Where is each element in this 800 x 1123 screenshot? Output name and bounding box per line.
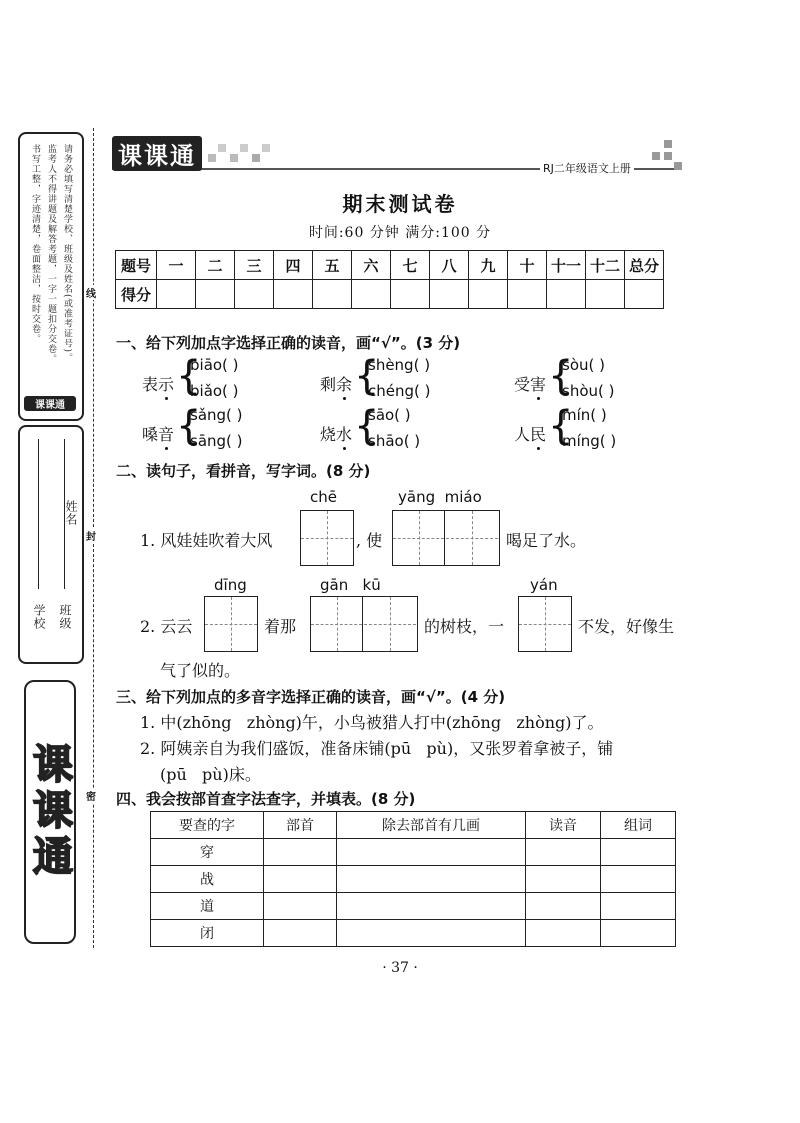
answer-cell[interactable] bbox=[264, 920, 337, 947]
score-header-cell: 一 bbox=[157, 251, 196, 280]
section2-title: 二、读句子，看拼音，写字词。(8 分) bbox=[116, 462, 371, 480]
score-header-cell: 二 bbox=[196, 251, 235, 280]
exam-notes-box bbox=[18, 132, 84, 421]
lookup-header-cell: 组词 bbox=[601, 812, 676, 839]
brace-icon: { bbox=[548, 353, 574, 399]
lookup-row bbox=[151, 920, 676, 947]
sentence-part: 2. 云云 bbox=[140, 617, 193, 636]
answer-cell[interactable] bbox=[337, 839, 526, 866]
lookup-char: 闭 bbox=[151, 920, 264, 947]
answer-cell[interactable] bbox=[526, 920, 601, 947]
sentence-part: , 使 bbox=[356, 531, 383, 550]
pinyin-option[interactable]: shòu( ) bbox=[562, 382, 615, 400]
page-title: 期末测试卷 bbox=[342, 192, 458, 216]
pinyin-option[interactable]: sǎng( ) bbox=[190, 406, 243, 424]
lookup-char: 道 bbox=[151, 893, 264, 920]
lookup-row bbox=[151, 893, 676, 920]
word-item: 烧水 bbox=[320, 422, 352, 445]
question-line: 1. 中(zhōng zhòng)午，小鸟被猎人打中(zhōng zhòng)了。 bbox=[140, 713, 604, 732]
lookup-row bbox=[151, 839, 676, 866]
pinyin-prompt: yán bbox=[530, 576, 558, 594]
lookup-header-cell: 读音 bbox=[526, 812, 601, 839]
cut-char-seal: 封 bbox=[86, 528, 96, 543]
section1-title: 一、给下列加点字选择正确的读音，画“√”。(3 分) bbox=[116, 334, 461, 352]
score-input-cell[interactable] bbox=[352, 280, 391, 309]
word-item: 表示 bbox=[142, 372, 174, 395]
score-input-cell[interactable] bbox=[391, 280, 430, 309]
sentence-part: 着那 bbox=[264, 617, 297, 636]
score-input-cell[interactable] bbox=[313, 280, 352, 309]
writing-grid[interactable] bbox=[204, 596, 258, 652]
pinyin-option[interactable]: mín( ) bbox=[562, 406, 607, 424]
answer-cell[interactable] bbox=[264, 893, 337, 920]
score-table-score-row bbox=[116, 280, 664, 309]
pinyin-option[interactable]: shāo( ) bbox=[368, 432, 421, 450]
name-field[interactable] bbox=[64, 440, 78, 540]
edition-label: RJ二年级语文上册 bbox=[540, 160, 634, 176]
score-header-cell: 九 bbox=[469, 251, 508, 280]
brace-icon: { bbox=[548, 403, 574, 449]
word-item: 剩余 bbox=[320, 372, 352, 395]
radical-lookup-table bbox=[150, 811, 676, 947]
lookup-header-cell: 除去部首有几画 bbox=[337, 812, 526, 839]
word-item: 嗓音 bbox=[142, 422, 174, 445]
score-row-label: 得分 bbox=[116, 280, 157, 309]
brace-icon: { bbox=[176, 403, 202, 449]
sidebar-small-logo: 课课通 bbox=[24, 396, 76, 411]
brace-icon: { bbox=[354, 403, 380, 449]
answer-cell[interactable] bbox=[337, 920, 526, 947]
answer-cell[interactable] bbox=[601, 839, 676, 866]
pinyin-prompt: yāng miáo bbox=[398, 488, 482, 506]
answer-cell[interactable] bbox=[264, 839, 337, 866]
brace-icon: { bbox=[176, 353, 202, 399]
sentence-continuation: 气了似的。 bbox=[160, 661, 241, 680]
pinyin-option[interactable]: sòu( ) bbox=[562, 356, 605, 374]
score-input-cell[interactable] bbox=[235, 280, 274, 309]
answer-cell[interactable] bbox=[601, 920, 676, 947]
score-header-cell: 题号 bbox=[116, 251, 157, 280]
score-input-cell[interactable] bbox=[625, 280, 664, 309]
score-input-cell[interactable] bbox=[274, 280, 313, 309]
lookup-row bbox=[151, 866, 676, 893]
score-table-header-row bbox=[116, 251, 664, 280]
word-item: 受害 bbox=[514, 372, 546, 395]
pinyin-option[interactable]: biǎo( ) bbox=[190, 382, 239, 400]
pinyin-prompt: gān kū bbox=[320, 576, 381, 594]
lookup-char: 战 bbox=[151, 866, 264, 893]
score-header-cell: 八 bbox=[430, 251, 469, 280]
class-label: 班级 bbox=[58, 604, 72, 630]
score-header-cell: 十二 bbox=[586, 251, 625, 280]
school-field[interactable] bbox=[32, 439, 46, 649]
sentence-part: 1. 风娃娃吹着大风 bbox=[140, 531, 273, 550]
exam-note-1: 请务必填写清楚学校、班级及姓名(或准考证号)。 bbox=[62, 144, 72, 364]
answer-cell[interactable] bbox=[526, 893, 601, 920]
answer-cell[interactable] bbox=[526, 839, 601, 866]
pinyin-option[interactable]: míng( ) bbox=[562, 432, 617, 450]
writing-grid[interactable] bbox=[518, 596, 572, 652]
sentence-part: 的树枝，一 bbox=[424, 617, 505, 636]
score-header-cell: 十 bbox=[508, 251, 547, 280]
pinyin-option[interactable]: biāo( ) bbox=[190, 356, 239, 374]
pinyin-option[interactable]: shèng( ) bbox=[368, 356, 431, 374]
writing-grid[interactable] bbox=[310, 596, 418, 652]
cut-char-secret: 密 bbox=[86, 788, 96, 803]
lookup-header-cell: 部首 bbox=[264, 812, 337, 839]
brace-icon: { bbox=[354, 353, 380, 399]
lookup-char: 穿 bbox=[151, 839, 264, 866]
exam-note-3: 书写工整，字迹清楚，卷面整洁，按时交卷。 bbox=[30, 144, 40, 344]
answer-cell[interactable] bbox=[337, 866, 526, 893]
writing-grid[interactable] bbox=[300, 510, 354, 566]
score-input-cell[interactable] bbox=[586, 280, 625, 309]
lookup-header-row bbox=[151, 812, 676, 839]
score-header-cell: 十一 bbox=[547, 251, 586, 280]
school-label: 学校 bbox=[32, 604, 46, 630]
question-line: 2. 阿姨亲自为我们盛饭，准备床铺(pū pù)，又张罗着拿被子，铺 bbox=[140, 739, 614, 758]
score-input-cell[interactable] bbox=[469, 280, 508, 309]
page-number: · 37 · bbox=[382, 960, 418, 976]
header-logo: 课课通 bbox=[112, 136, 202, 170]
score-header-cell: 七 bbox=[391, 251, 430, 280]
cut-char-line: 线 bbox=[86, 285, 96, 300]
writing-grid[interactable] bbox=[392, 510, 500, 566]
exam-info: 时间:60 分钟 满分:100 分 bbox=[308, 225, 492, 241]
score-input-cell[interactable] bbox=[430, 280, 469, 309]
score-header-cell: 五 bbox=[313, 251, 352, 280]
answer-cell[interactable] bbox=[526, 866, 601, 893]
score-header-cell: 四 bbox=[274, 251, 313, 280]
sentence-part: 不发，好像生 bbox=[578, 617, 675, 636]
brand-logo: 课课通 bbox=[24, 680, 76, 944]
answer-cell[interactable] bbox=[264, 866, 337, 893]
lookup-header-cell: 要查的字 bbox=[151, 812, 264, 839]
pinyin-option[interactable]: chéng( ) bbox=[368, 382, 431, 400]
section4-title: 四、我会按部首查字法查字，并填表。(8 分) bbox=[116, 790, 416, 808]
sentence-part: 喝足了水。 bbox=[506, 531, 587, 550]
pinyin-prompt: chē bbox=[310, 488, 337, 506]
pinyin-option[interactable]: sāng( ) bbox=[190, 432, 243, 450]
score-table bbox=[115, 250, 664, 309]
pinyin-prompt: dīng bbox=[214, 576, 247, 594]
score-header-cell: 三 bbox=[235, 251, 274, 280]
score-input-cell[interactable] bbox=[196, 280, 235, 309]
score-input-cell[interactable] bbox=[508, 280, 547, 309]
question-line: (pū pù)床。 bbox=[160, 765, 261, 784]
answer-cell[interactable] bbox=[337, 893, 526, 920]
answer-cell[interactable] bbox=[601, 893, 676, 920]
exam-note-2: 监考人不得讲题及解答考题，一字一题扣分交卷。 bbox=[46, 144, 56, 364]
answer-cell[interactable] bbox=[601, 866, 676, 893]
score-input-cell[interactable] bbox=[547, 280, 586, 309]
score-header-cell: 六 bbox=[352, 251, 391, 280]
word-item: 人民 bbox=[514, 422, 546, 445]
score-input-cell[interactable] bbox=[157, 280, 196, 309]
score-header-cell: 总分 bbox=[625, 251, 664, 280]
name-label: 姓名 bbox=[64, 500, 78, 526]
section3-title: 三、给下列加点的多音字选择正确的读音，画“√”。(4 分) bbox=[116, 688, 506, 706]
pinyin-option[interactable]: sāo( ) bbox=[368, 406, 411, 424]
